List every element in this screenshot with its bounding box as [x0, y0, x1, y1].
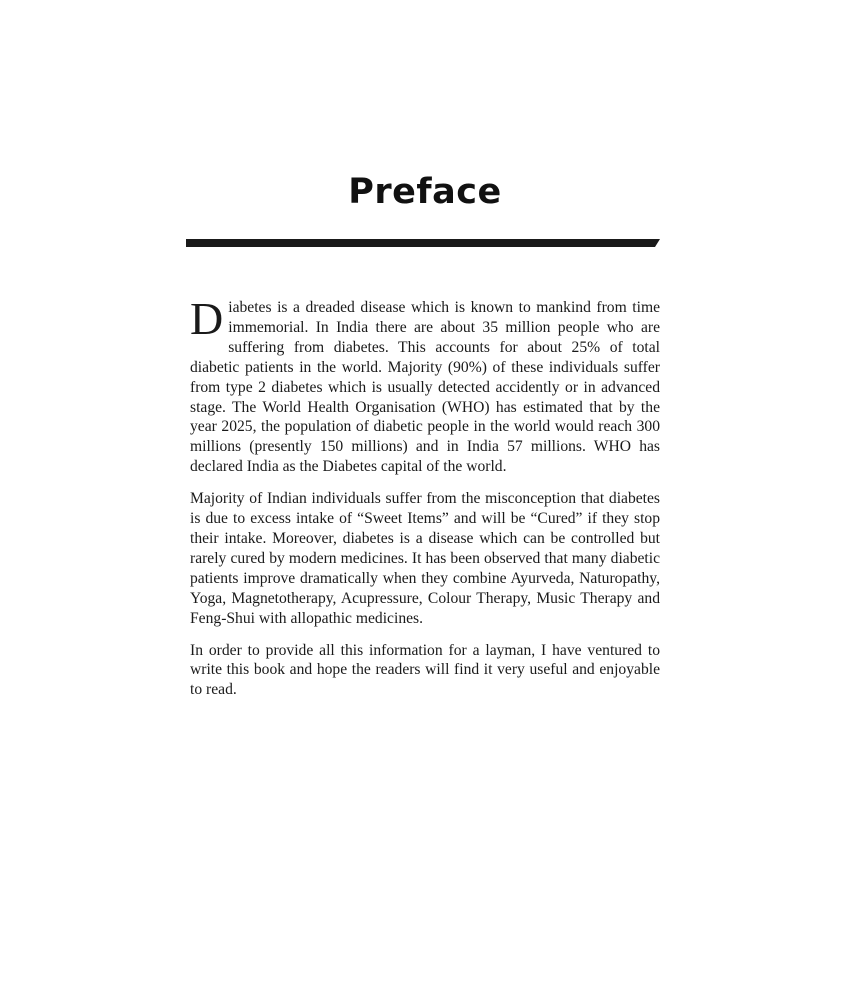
paragraph-2: Majority of Indian individuals suffer from the misconception that diabetes is due to excess intake of “Sweet Items” and will be “Cured” if they stop their intake. Moreover, diabetes is a disease which can be controlled but rarely cured by modern medicines. It has been observed that many diabetic patients improve dramatically when they combine Ayurveda, Naturopathy, Yoga, Magnetotherapy, Acupressure, Colour Therapy, Music Therapy and Feng-Shui with allopathic medicines.: [190, 490, 660, 627]
title-underline-rule: [186, 239, 660, 247]
drop-cap: D: [190, 293, 224, 344]
paragraph-3: In order to provide all this information for a layman, I have ventured to write this book and hope the readers will find it very useful and enjoyable to read.: [190, 641, 660, 699]
paragraph-1-text: iabetes is a dreaded disease which is known to mankind from time immemorial. In India there are about 35 million people who are suffering from diabetes. This accounts for about 25% of total diabetic patients in the world. Majority (90%) of these individuals suffer from type 2 diabetes which is usually detected accidently or in advanced stage. The World Health Organisation (WHO) has estimated that by the year 2025, the population of diabetic people in the world would reach 300 millions (presently 150 millions) and in India 57 millions. WHO has declared India as the Diabetes capital of the world.: [190, 299, 660, 476]
page-title: Preface: [348, 172, 502, 212]
paragraph-1: [190, 293, 660, 477]
preface-body: [190, 293, 660, 712]
